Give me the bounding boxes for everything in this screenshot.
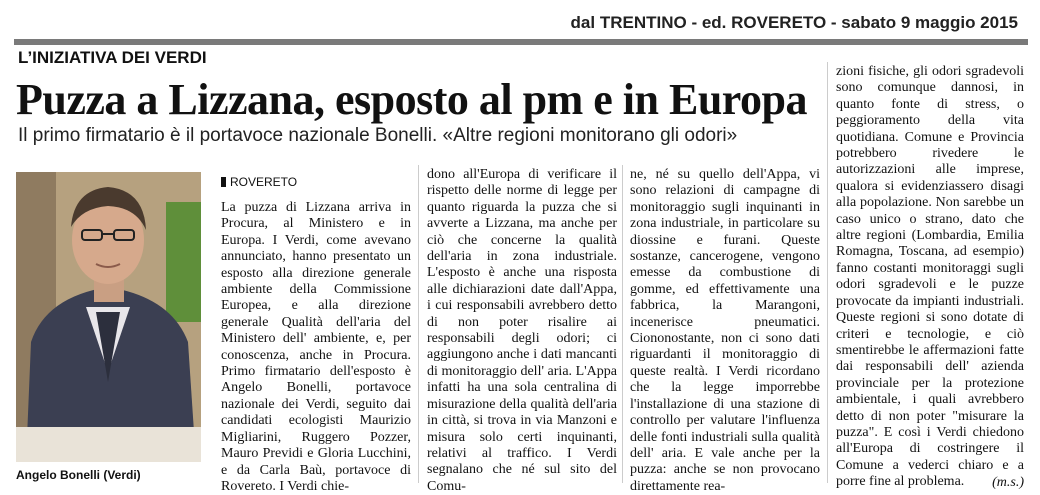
column-text: dono all'Europa di verificare il rispetto delle norme di legge per quanto riguarda la puzza che si avverte a Lizzana, ma anche per ciò che concerne la qualità dell'aria in zona industriale. L'esposto è anche una risposta alle dichiarazioni date dall'Appa, i cui responsabili avrebbero detto di non poter risalire ai responsabili degli odori; ci aggiungono anche i dati mancanti di monitoraggio dell' aria. L'Appa infatti ha una sola centralina di misurazione della qualità dell'aria in città, si trova in via Manzoni e misura solo certi inquinanti, relativi al traffico. I Verdi segnalano che né sul sito del Comu- — [427, 167, 617, 494]
article-column-3 — [630, 167, 820, 495]
column-divider — [622, 165, 623, 483]
top-rule — [14, 39, 1028, 45]
column-divider — [418, 165, 419, 483]
publication-header — [0, 0, 1040, 44]
column-divider — [827, 62, 828, 483]
section-label: ROVERETO — [230, 175, 298, 189]
article-kicker: L’INIZIATIVA DEI VERDI — [18, 48, 207, 67]
article-column-4 — [836, 64, 1024, 491]
column-text: La puzza di Lizzana arriva in Procura, al Ministero e in Europa. I Verdi, come avevano annunciato, hanno presentato un esposto alla direzione generale ambiente della Commissione Europea, e alla direzione generale Qualità dell'aria del Ministero dell' ambiente, e, per conoscenza, anche in Procura. Primo firmatario dell'esposto è Angelo Bonelli, portavoce nazionale dei Verdi, seguito dai candidati ecologisti Maurizio Migliarini, Ruggero Pozzer, Mauro Previdi e Gloria Lucchini, e da Carla Baù, portavoce di Rovereto. I Verdi chie- — [221, 200, 411, 494]
article-column-1 — [221, 200, 411, 495]
article-photo — [16, 172, 201, 462]
article-headline: Puzza a Lizzana, esposto al pm e in Europa — [16, 75, 808, 124]
section-tag — [221, 175, 297, 189]
publication-line: dal TRENTINO - ed. ROVERETO - sabato 9 maggio 2015 — [570, 13, 1018, 32]
section-marker-icon — [221, 177, 226, 187]
column-text: zioni fisiche, gli odori sgradevoli sono comunque dannosi, in quanto fonte di stress, o peggioramento della vita quotidiana. Comune e Provincia potrebbero rivedere le autorizzazioni alle imprese, qualora si evidenziassero disagi alla popolazione. Non sarebbe un caso unico o strano, dato che altre regioni (Lombardia, Emilia Romagna, Toscana, ad esempio) fanno costanti monitoraggi sugli odori sgradevoli e le puzze provocate da impianti industriali. Queste regioni si sono dotate di criteri e tecnologie, e ciò smentirebbe le affermazioni fatte dai responsabili dell' azienda provinciale per la protezione ambientale, i quali avrebbero detto di non poter "misurare la puzza". E così i Verdi chiedono all'Europa di costringere il Comune a vederci chiaro e a porre fine al problema. — [836, 64, 1024, 490]
portrait-illustration — [16, 172, 201, 462]
article-subhead: Il primo firmatario è il portavoce nazionale Bonelli. «Altre regioni monitorano gli odori» — [18, 125, 738, 146]
author-signature: (m.s.) — [992, 474, 1024, 490]
column-text: ne, né su quello dell'Appa, vi sono relazioni di campagne di monitoraggio sugli inquinanti in zona industriale, in particolare su diossine e furani. Queste sostanze, cancerogene, vengono emesse da combustione di gomme, ed effettivamente una fabbrica, la Marangoni, incenerisce pneumatici. Ciononostante, non ci sono dati riguardanti il monitoraggio di queste realtà. I Verdi ricordano che la legge imporrebbe l'installazione di una stazione di controllo per valutare l'influenza delle fonti industriali sulla qualità dell' aria. E vale anche per la puzza: anche se non provocano direttamente rea- — [630, 167, 820, 494]
photo-caption: Angelo Bonelli (Verdi) — [16, 468, 141, 482]
article-column-2 — [427, 167, 617, 495]
